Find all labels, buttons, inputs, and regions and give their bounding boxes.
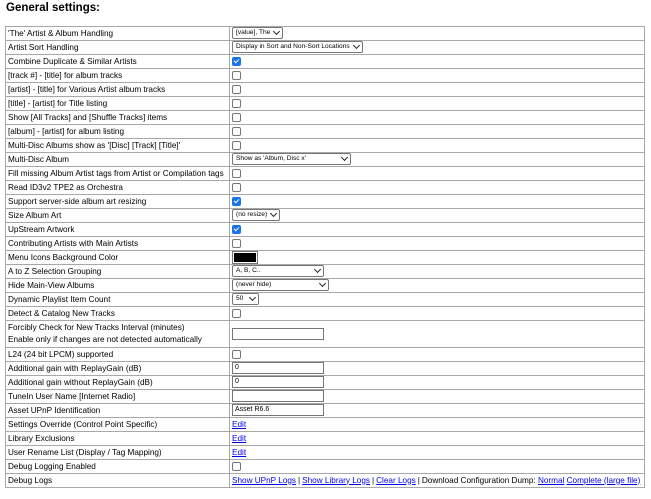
table-row <box>6 55 645 69</box>
gain-with-replaygain-input[interactable]: 0 <box>232 362 324 374</box>
table-row <box>6 418 645 432</box>
setting-control <box>230 209 645 223</box>
combine-duplicates-checkbox[interactable] <box>232 57 241 66</box>
server-resize-checkbox[interactable] <box>232 197 241 206</box>
setting-label: Library Exclusions <box>6 432 230 446</box>
table-row <box>6 362 645 376</box>
table-row <box>6 111 645 125</box>
tunein-username-input[interactable] <box>232 390 324 402</box>
settings-table <box>5 26 645 488</box>
track-title-checkbox[interactable] <box>232 71 241 80</box>
setting-control <box>230 97 645 111</box>
setting-control <box>230 83 645 97</box>
setting-label: Support server-side album art resizing <box>6 195 230 209</box>
debug-logging-checkbox[interactable] <box>232 462 241 471</box>
setting-control <box>230 348 645 362</box>
setting-control <box>230 41 645 55</box>
setting-label: Artist Sort Handling <box>6 41 230 55</box>
setting-control <box>230 153 645 167</box>
setting-label: [album] - [artist] for album listing <box>6 125 230 139</box>
table-row <box>6 293 645 307</box>
table-row <box>6 69 645 83</box>
library-exclusions-edit-link[interactable]: Edit <box>232 433 247 443</box>
setting-control <box>230 251 645 265</box>
setting-label: Show [All Tracks] and [Shuffle Tracks] items <box>6 111 230 125</box>
setting-label: Read ID3v2 TPE2 as Orchestra <box>6 181 230 195</box>
setting-label: [title] - [artist] for Title listing <box>6 97 230 111</box>
table-row <box>6 446 645 460</box>
read-tpe2-checkbox[interactable] <box>232 183 241 192</box>
setting-label: 'The' Artist & Album Handling <box>6 27 230 41</box>
gain-without-replaygain-input[interactable]: 0 <box>232 376 324 388</box>
setting-control <box>230 167 645 181</box>
setting-control <box>230 223 645 237</box>
separator: | <box>417 475 420 485</box>
contributing-artists-checkbox[interactable] <box>232 239 241 248</box>
download-normal-link[interactable]: Normal <box>537 475 565 485</box>
upstream-artwork-checkbox[interactable] <box>232 225 241 234</box>
setting-label: Multi-Disc Albums show as '[Disc] [Track] [Title]' <box>6 139 230 153</box>
settings-override-edit-link[interactable]: Edit <box>232 419 247 429</box>
setting-label: Additional gain without ReplayGain (dB) <box>6 376 230 390</box>
upnp-identification-input[interactable]: Asset R6.6 <box>232 404 324 416</box>
setting-label: Settings Override (Control Point Specific) <box>6 418 230 432</box>
setting-control <box>230 55 645 69</box>
table-row <box>6 223 645 237</box>
color-picker[interactable] <box>232 251 258 264</box>
table-row <box>6 195 645 209</box>
setting-label: Contributing Artists with Main Artists <box>6 237 230 251</box>
table-row <box>6 279 645 293</box>
table-row <box>6 321 645 348</box>
setting-control <box>230 376 645 390</box>
setting-control <box>230 390 645 404</box>
setting-label: Combine Duplicate & Similar Artists <box>6 55 230 69</box>
setting-control <box>230 293 645 307</box>
setting-control <box>230 307 645 321</box>
setting-control <box>230 195 645 209</box>
show-library-logs-link[interactable]: Show Library Logs <box>302 475 370 485</box>
setting-label: UpStream Artwork <box>6 223 230 237</box>
setting-label: Dynamic Playlist Item Count <box>6 293 230 307</box>
table-row <box>6 432 645 446</box>
table-row <box>6 209 645 223</box>
force-check-interval-input[interactable] <box>232 328 324 340</box>
setting-label: [artist] - [title] for Various Artist album tracks <box>6 83 230 97</box>
show-all-tracks-checkbox[interactable] <box>232 113 241 122</box>
setting-control <box>230 139 645 153</box>
setting-control <box>230 432 645 446</box>
setting-label-line: Enable only if changes are not detected automatically <box>8 335 202 344</box>
setting-control <box>230 27 645 41</box>
table-row <box>6 348 645 362</box>
table-row <box>6 167 645 181</box>
artist-sort-select[interactable]: Display in Sort and Non-Sort Locations <box>232 41 363 53</box>
az-grouping-select[interactable]: A, B, C.. <box>232 265 324 277</box>
user-rename-edit-link[interactable]: Edit <box>232 447 247 457</box>
setting-label: Fill missing Album Artist tags from Artist or Compilation tags <box>6 167 230 181</box>
playlist-count-select[interactable]: 50 <box>232 293 259 305</box>
setting-control <box>230 418 645 432</box>
setting-label: Additional gain with ReplayGain (dB) <box>6 362 230 376</box>
setting-control <box>230 404 645 418</box>
hide-main-view-select[interactable]: (never hide) <box>232 279 329 291</box>
setting-label-line: Forcibly Check for New Tracks Interval (minutes) <box>8 323 185 332</box>
setting-control <box>230 362 645 376</box>
artist-title-va-checkbox[interactable] <box>232 85 241 94</box>
setting-label: Hide Main-View Albums <box>6 279 230 293</box>
setting-label: Multi-Disc Album <box>6 153 230 167</box>
setting-control <box>230 181 645 195</box>
setting-label: Detect & Catalog New Tracks <box>6 307 230 321</box>
setting-label: User Rename List (Display / Tag Mapping) <box>6 446 230 460</box>
setting-control <box>230 69 645 83</box>
setting-control <box>230 460 645 474</box>
separator: | <box>298 475 301 485</box>
multi-disc-show-checkbox[interactable] <box>232 141 241 150</box>
setting-control <box>230 446 645 460</box>
table-row <box>6 237 645 251</box>
table-row <box>6 97 645 111</box>
setting-control <box>230 474 645 488</box>
download-complete-link[interactable]: Complete (large file) <box>566 475 641 485</box>
album-artist-checkbox[interactable] <box>232 127 241 136</box>
table-row <box>6 41 645 55</box>
setting-control <box>230 279 645 293</box>
setting-control <box>230 321 645 348</box>
page-title: General settings: <box>6 2 100 14</box>
setting-label: L24 (24 bit LPCM) supported <box>6 348 230 362</box>
table-row <box>6 181 645 195</box>
fill-missing-checkbox[interactable] <box>232 169 241 178</box>
setting-label: TuneIn User Name [Internet Radio] <box>6 390 230 404</box>
table-row <box>6 153 645 167</box>
setting-label: A to Z Selection Grouping <box>6 265 230 279</box>
setting-label: Menu Icons Background Color <box>6 251 230 265</box>
table-row <box>6 83 645 97</box>
setting-label <box>6 321 230 348</box>
setting-label: Debug Logging Enabled <box>6 460 230 474</box>
setting-label: Asset UPnP Identification <box>6 404 230 418</box>
table-row <box>6 125 645 139</box>
table-row <box>6 376 645 390</box>
table-row <box>6 474 645 488</box>
table-row <box>6 404 645 418</box>
table-row <box>6 251 645 265</box>
detect-new-tracks-checkbox[interactable] <box>232 309 241 318</box>
title-artist-checkbox[interactable] <box>232 99 241 108</box>
separator: | <box>371 475 375 485</box>
table-row <box>6 27 645 41</box>
multi-disc-album-select[interactable]: Show as 'Album, Disc x' <box>232 153 351 165</box>
table-row <box>6 307 645 321</box>
download-dump-label: Download Configuration Dump: <box>421 475 536 485</box>
setting-label: Size Album Art <box>6 209 230 223</box>
table-row <box>6 139 645 153</box>
table-row <box>6 265 645 279</box>
clear-logs-link[interactable]: Clear Logs <box>376 475 416 485</box>
show-upnp-logs-link[interactable]: Show UPnP Logs <box>232 475 297 485</box>
table-row <box>6 460 645 474</box>
setting-control <box>230 237 645 251</box>
table-row <box>6 390 645 404</box>
l24-checkbox[interactable] <box>232 350 241 359</box>
setting-control <box>230 125 645 139</box>
setting-label: [track #] - [title] for album tracks <box>6 69 230 83</box>
the-handling-select[interactable]: [value], The <box>232 27 283 39</box>
size-album-art-select[interactable]: (no resize) <box>232 209 280 221</box>
setting-label: Debug Logs <box>6 474 230 488</box>
setting-control <box>230 265 645 279</box>
setting-control <box>230 111 645 125</box>
